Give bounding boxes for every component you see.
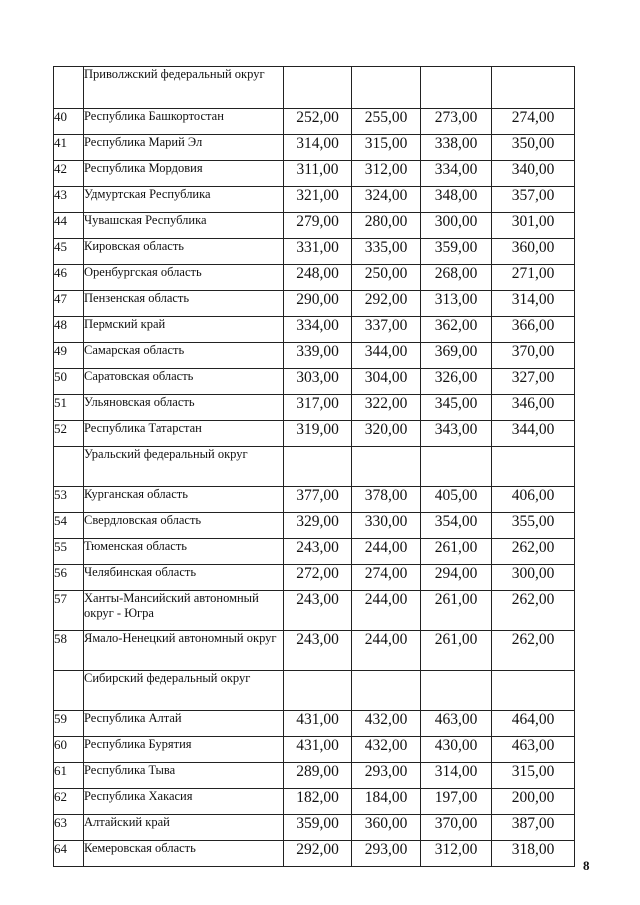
table-row (54, 631, 575, 671)
value-cell-1: 431,00 (284, 737, 352, 763)
value-cell-3: 268,00 (421, 265, 492, 291)
region-name: Республика Башкортостан (84, 109, 284, 135)
row-number: 49 (54, 343, 84, 369)
value-cell-3: 405,00 (421, 487, 492, 513)
value-cell-3: 348,00 (421, 187, 492, 213)
table-row (54, 591, 575, 631)
table-row (54, 343, 575, 369)
value-cell-4: 357,00 (492, 187, 575, 213)
row-number: 55 (54, 539, 84, 565)
table-row (54, 513, 575, 539)
value-cell-2: 280,00 (352, 213, 421, 239)
row-number: 58 (54, 631, 84, 671)
value-cell-2: 274,00 (352, 565, 421, 591)
tariff-table (53, 66, 575, 867)
value-cell-2: 330,00 (352, 513, 421, 539)
region-name: Тюменская область (84, 539, 284, 565)
empty-value-cell (284, 447, 352, 487)
region-name: Ямало-Ненецкий автономный округ (84, 631, 284, 671)
value-cell-4: 464,00 (492, 711, 575, 737)
value-cell-3: 354,00 (421, 513, 492, 539)
table-row (54, 239, 575, 265)
federal-district-name: Сибирский федеральный округ (84, 671, 284, 711)
region-name: Кировская область (84, 239, 284, 265)
value-cell-4: 318,00 (492, 841, 575, 867)
value-cell-4: 355,00 (492, 513, 575, 539)
value-cell-1: 292,00 (284, 841, 352, 867)
value-cell-2: 184,00 (352, 789, 421, 815)
value-cell-4: 366,00 (492, 317, 575, 343)
row-number: 53 (54, 487, 84, 513)
table-row (54, 369, 575, 395)
value-cell-4: 370,00 (492, 343, 575, 369)
value-cell-4: 360,00 (492, 239, 575, 265)
table-row (54, 763, 575, 789)
table-row (54, 395, 575, 421)
value-cell-2: 432,00 (352, 711, 421, 737)
value-cell-4: 262,00 (492, 591, 575, 631)
value-cell-4: 314,00 (492, 291, 575, 317)
row-number: 51 (54, 395, 84, 421)
value-cell-1: 182,00 (284, 789, 352, 815)
value-cell-2: 304,00 (352, 369, 421, 395)
value-cell-3: 359,00 (421, 239, 492, 265)
value-cell-1: 317,00 (284, 395, 352, 421)
group-header-row (54, 671, 575, 711)
table-row (54, 291, 575, 317)
group-number-cell (54, 447, 84, 487)
empty-value-cell (284, 67, 352, 109)
page-number: 8 (583, 858, 590, 873)
value-cell-3: 326,00 (421, 369, 492, 395)
value-cell-4: 327,00 (492, 369, 575, 395)
row-number: 45 (54, 239, 84, 265)
row-number: 62 (54, 789, 84, 815)
table-row (54, 789, 575, 815)
value-cell-1: 243,00 (284, 631, 352, 671)
value-cell-2: 244,00 (352, 539, 421, 565)
row-number: 42 (54, 161, 84, 187)
table-row (54, 135, 575, 161)
value-cell-4: 274,00 (492, 109, 575, 135)
region-name: Кемеровская область (84, 841, 284, 867)
value-cell-1: 252,00 (284, 109, 352, 135)
value-cell-3: 273,00 (421, 109, 492, 135)
value-cell-1: 431,00 (284, 711, 352, 737)
table-row (54, 539, 575, 565)
value-cell-4: 271,00 (492, 265, 575, 291)
value-cell-2: 335,00 (352, 239, 421, 265)
row-number: 63 (54, 815, 84, 841)
value-cell-4: 262,00 (492, 539, 575, 565)
value-cell-2: 315,00 (352, 135, 421, 161)
row-number: 46 (54, 265, 84, 291)
value-cell-2: 378,00 (352, 487, 421, 513)
table-row (54, 487, 575, 513)
table-row (54, 737, 575, 763)
value-cell-3: 312,00 (421, 841, 492, 867)
region-name: Свердловская область (84, 513, 284, 539)
value-cell-3: 261,00 (421, 631, 492, 671)
row-number: 48 (54, 317, 84, 343)
value-cell-3: 300,00 (421, 213, 492, 239)
value-cell-2: 250,00 (352, 265, 421, 291)
table-row (54, 841, 575, 867)
table-row (54, 711, 575, 737)
value-cell-4: 346,00 (492, 395, 575, 421)
region-name: Оренбургская область (84, 265, 284, 291)
value-cell-2: 324,00 (352, 187, 421, 213)
region-name: Республика Бурятия (84, 737, 284, 763)
value-cell-4: 340,00 (492, 161, 575, 187)
empty-value-cell (492, 447, 575, 487)
region-name: Чувашская Республика (84, 213, 284, 239)
value-cell-4: 350,00 (492, 135, 575, 161)
value-cell-3: 261,00 (421, 591, 492, 631)
group-number-cell (54, 67, 84, 109)
row-number: 64 (54, 841, 84, 867)
value-cell-1: 248,00 (284, 265, 352, 291)
value-cell-3: 369,00 (421, 343, 492, 369)
value-cell-3: 197,00 (421, 789, 492, 815)
value-cell-4: 406,00 (492, 487, 575, 513)
value-cell-3: 261,00 (421, 539, 492, 565)
region-name: Пермский край (84, 317, 284, 343)
value-cell-3: 430,00 (421, 737, 492, 763)
table-row (54, 187, 575, 213)
row-number: 60 (54, 737, 84, 763)
region-name: Алтайский край (84, 815, 284, 841)
row-number: 54 (54, 513, 84, 539)
federal-district-name: Приволжский федеральный округ (84, 67, 284, 109)
value-cell-1: 303,00 (284, 369, 352, 395)
region-name: Удмуртская Республика (84, 187, 284, 213)
row-number: 52 (54, 421, 84, 447)
region-name: Саратовская область (84, 369, 284, 395)
value-cell-3: 338,00 (421, 135, 492, 161)
region-name: Пензенская область (84, 291, 284, 317)
group-number-cell (54, 671, 84, 711)
value-cell-4: 262,00 (492, 631, 575, 671)
value-cell-4: 387,00 (492, 815, 575, 841)
region-name: Республика Алтай (84, 711, 284, 737)
row-number: 44 (54, 213, 84, 239)
value-cell-1: 272,00 (284, 565, 352, 591)
row-number: 50 (54, 369, 84, 395)
table-row (54, 265, 575, 291)
value-cell-1: 279,00 (284, 213, 352, 239)
table-row (54, 317, 575, 343)
value-cell-3: 370,00 (421, 815, 492, 841)
row-number: 57 (54, 591, 84, 631)
value-cell-1: 359,00 (284, 815, 352, 841)
region-name: Республика Тыва (84, 763, 284, 789)
value-cell-2: 292,00 (352, 291, 421, 317)
value-cell-2: 360,00 (352, 815, 421, 841)
value-cell-4: 463,00 (492, 737, 575, 763)
region-name: Республика Татарстан (84, 421, 284, 447)
value-cell-1: 243,00 (284, 591, 352, 631)
region-name: Республика Хакасия (84, 789, 284, 815)
value-cell-2: 244,00 (352, 631, 421, 671)
value-cell-1: 377,00 (284, 487, 352, 513)
table-row (54, 815, 575, 841)
value-cell-1: 290,00 (284, 291, 352, 317)
group-header-row (54, 67, 575, 109)
value-cell-1: 243,00 (284, 539, 352, 565)
value-cell-2: 293,00 (352, 841, 421, 867)
empty-value-cell (352, 67, 421, 109)
value-cell-1: 331,00 (284, 239, 352, 265)
empty-value-cell (352, 671, 421, 711)
federal-district-name: Уральский федеральный округ (84, 447, 284, 487)
empty-value-cell (492, 67, 575, 109)
value-cell-3: 362,00 (421, 317, 492, 343)
value-cell-1: 314,00 (284, 135, 352, 161)
value-cell-3: 345,00 (421, 395, 492, 421)
value-cell-2: 293,00 (352, 763, 421, 789)
value-cell-1: 329,00 (284, 513, 352, 539)
row-number: 40 (54, 109, 84, 135)
region-name: Республика Марий Эл (84, 135, 284, 161)
value-cell-2: 312,00 (352, 161, 421, 187)
region-name: Самарская область (84, 343, 284, 369)
table-row (54, 421, 575, 447)
value-cell-3: 343,00 (421, 421, 492, 447)
row-number: 47 (54, 291, 84, 317)
empty-value-cell (421, 671, 492, 711)
value-cell-1: 289,00 (284, 763, 352, 789)
empty-value-cell (284, 671, 352, 711)
empty-value-cell (492, 671, 575, 711)
value-cell-4: 315,00 (492, 763, 575, 789)
value-cell-2: 255,00 (352, 109, 421, 135)
value-cell-4: 200,00 (492, 789, 575, 815)
value-cell-3: 463,00 (421, 711, 492, 737)
row-number: 61 (54, 763, 84, 789)
value-cell-2: 337,00 (352, 317, 421, 343)
value-cell-4: 301,00 (492, 213, 575, 239)
value-cell-1: 311,00 (284, 161, 352, 187)
value-cell-1: 339,00 (284, 343, 352, 369)
region-name: Ханты-Мансийский автономный округ - Югра (84, 591, 284, 631)
region-name: Челябинская область (84, 565, 284, 591)
empty-value-cell (352, 447, 421, 487)
value-cell-2: 244,00 (352, 591, 421, 631)
value-cell-3: 314,00 (421, 763, 492, 789)
value-cell-3: 313,00 (421, 291, 492, 317)
value-cell-4: 300,00 (492, 565, 575, 591)
value-cell-1: 321,00 (284, 187, 352, 213)
value-cell-2: 322,00 (352, 395, 421, 421)
value-cell-1: 334,00 (284, 317, 352, 343)
value-cell-3: 294,00 (421, 565, 492, 591)
value-cell-1: 319,00 (284, 421, 352, 447)
row-number: 41 (54, 135, 84, 161)
table-row (54, 161, 575, 187)
group-header-row (54, 447, 575, 487)
value-cell-2: 432,00 (352, 737, 421, 763)
value-cell-2: 320,00 (352, 421, 421, 447)
table-row (54, 109, 575, 135)
region-name: Ульяновская область (84, 395, 284, 421)
table-row (54, 565, 575, 591)
table-body (54, 67, 575, 867)
table-row (54, 213, 575, 239)
row-number: 56 (54, 565, 84, 591)
empty-value-cell (421, 67, 492, 109)
region-name: Республика Мордовия (84, 161, 284, 187)
empty-value-cell (421, 447, 492, 487)
value-cell-4: 344,00 (492, 421, 575, 447)
value-cell-2: 344,00 (352, 343, 421, 369)
row-number: 59 (54, 711, 84, 737)
value-cell-3: 334,00 (421, 161, 492, 187)
row-number: 43 (54, 187, 84, 213)
region-name: Курганская область (84, 487, 284, 513)
